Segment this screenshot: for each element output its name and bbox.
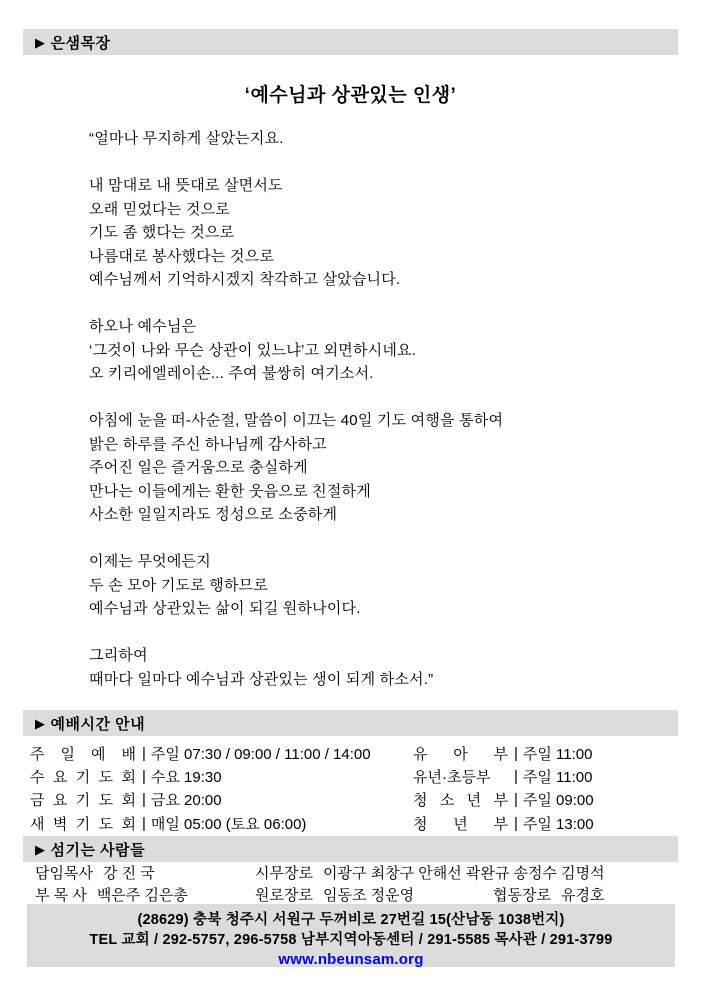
poem-line: 예수님께서 기억하시겠지 착각하고 살았습니다. bbox=[89, 271, 401, 288]
poem-stanza bbox=[89, 174, 661, 292]
people-entry bbox=[255, 884, 493, 905]
worship-schedule-right-column bbox=[413, 742, 693, 835]
people-role: 담임목사 bbox=[35, 864, 93, 882]
poem-stanza bbox=[89, 409, 661, 527]
schedule-row bbox=[30, 742, 410, 765]
poem-line: 내 맘대로 내 뜻대로 살면서도 bbox=[89, 177, 283, 194]
arrow-right-icon: ▶ bbox=[35, 715, 46, 731]
schedule-label: 청 년 부 bbox=[413, 815, 508, 833]
poem-line: 기도 좀 했다는 것으로 bbox=[89, 224, 235, 241]
section-header-eunsaem bbox=[23, 29, 678, 55]
poem-line: 아침에 눈을 떠-사순절, 말씀이 이끄는 40일 기도 여행을 통하여 bbox=[89, 412, 504, 429]
arrow-right-icon: ▶ bbox=[35, 841, 46, 857]
poem-stanza bbox=[89, 127, 661, 151]
sermon-poem bbox=[89, 127, 661, 691]
schedule-separator: | bbox=[142, 791, 146, 809]
people-names: 임동조 정운영 bbox=[322, 886, 415, 904]
arrow-right-icon: ▶ bbox=[35, 34, 46, 50]
poem-line: 밝은 하루를 주신 하나님께 감사하고 bbox=[89, 435, 327, 453]
people-entry bbox=[255, 862, 605, 883]
schedule-label: 금 요 기 도 회 bbox=[30, 792, 136, 810]
people-role: 부 목 사 bbox=[35, 886, 87, 904]
schedule-time: 주일 09:00 bbox=[522, 792, 594, 810]
sermon-title: ‘예수님과 상관있는 인생’ bbox=[244, 85, 457, 106]
poem-line: 만나는 이들에게는 환한 웃음으로 친절하게 bbox=[89, 482, 371, 500]
schedule-row bbox=[30, 765, 410, 788]
schedule-label: 수 요 기 도 회 bbox=[30, 769, 136, 787]
people-row bbox=[35, 861, 681, 883]
people-names: 백은주 김은총 bbox=[96, 886, 188, 904]
poem-line: 하오나 예수님은 bbox=[89, 318, 197, 335]
schedule-row bbox=[30, 788, 410, 811]
schedule-row bbox=[413, 812, 693, 835]
schedule-separator: | bbox=[514, 745, 518, 763]
worship-schedule-left-column bbox=[30, 742, 410, 835]
poem-line: “얼마나 무지하게 살았는지요. bbox=[89, 130, 284, 147]
poem-line: 사소한 일일지라도 정성으로 소중하게 bbox=[89, 506, 338, 523]
schedule-row bbox=[30, 812, 410, 835]
schedule-time: 주일 11:00 bbox=[522, 746, 593, 764]
section-header-worship-label: 예배시간 안내 bbox=[50, 715, 146, 733]
schedule-time: 수요 19:30 bbox=[150, 769, 222, 787]
poem-stanza bbox=[89, 550, 661, 621]
schedule-label: 유년·초등부 bbox=[413, 769, 491, 787]
people-row bbox=[35, 883, 681, 905]
footer-website-link[interactable]: www.nbeunsam.org bbox=[278, 951, 424, 968]
schedule-label: 주 일 예 배 bbox=[30, 746, 136, 764]
poem-line: 두 손 모아 기도로 행하므로 bbox=[89, 576, 269, 594]
section-header-people-label: 섬기는 사람들 bbox=[50, 841, 146, 859]
schedule-time: 금요 20:00 bbox=[150, 792, 222, 810]
poem-line: 이제는 무엇에든지 bbox=[89, 553, 211, 570]
people-entry bbox=[35, 884, 255, 905]
people-names: 유경호 bbox=[560, 886, 605, 904]
poem-line: 예수님과 상관있는 삶이 되길 원하나이다. bbox=[89, 600, 361, 617]
schedule-time: 주일 13:00 bbox=[522, 815, 594, 833]
people-role: 협동장로 bbox=[493, 886, 551, 904]
schedule-time: 주일 11:00 bbox=[522, 769, 593, 787]
schedule-separator: | bbox=[142, 745, 146, 763]
schedule-separator: | bbox=[514, 768, 518, 786]
poem-line: 그리하여 bbox=[89, 647, 148, 664]
schedule-row bbox=[413, 765, 693, 788]
section-header-worship-times bbox=[23, 710, 678, 736]
schedule-time: 매일 05:00 (토요 06:00) bbox=[150, 815, 307, 833]
schedule-separator: | bbox=[142, 814, 146, 832]
poem-line: 나름대로 봉사했다는 것으로 bbox=[89, 247, 275, 265]
schedule-row bbox=[413, 742, 693, 765]
people-names: 강 진 국 bbox=[102, 864, 155, 882]
schedule-time: 주일 07:30 / 09:00 / 11:00 / 14:00 bbox=[150, 746, 371, 764]
serving-people-list bbox=[35, 861, 681, 905]
footer-address: (28629) 충북 청주시 서원구 두꺼비로 27번길 15(산남동 1038번지) bbox=[137, 912, 565, 928]
section-header-serving-people bbox=[23, 836, 678, 862]
people-entry bbox=[35, 862, 255, 883]
people-role: 원로장로 bbox=[255, 886, 313, 904]
poem-line: ‘그것이 나와 무슨 상관이 있느냐’고 외면하시네요. bbox=[89, 341, 417, 359]
people-entry bbox=[493, 884, 604, 905]
section-header-eunsaem-label: 은샘목장 bbox=[50, 34, 111, 52]
people-names: 이광구 최창구 안해선 곽완규 송정수 김명석 bbox=[322, 864, 605, 882]
schedule-label: 유 아 부 bbox=[413, 746, 508, 764]
schedule-label: 청 소 년 부 bbox=[413, 792, 508, 810]
schedule-row bbox=[413, 788, 693, 811]
schedule-separator: | bbox=[514, 791, 518, 809]
poem-line: 오래 믿었다는 것으로 bbox=[89, 200, 230, 218]
poem-line: 때마다 일마다 예수님과 상관있는 생이 되게 하소서.” bbox=[89, 670, 434, 688]
footer bbox=[27, 904, 675, 967]
poem-stanza bbox=[89, 315, 661, 386]
people-role: 시무장로 bbox=[255, 864, 313, 882]
schedule-separator: | bbox=[514, 814, 518, 832]
schedule-separator: | bbox=[142, 768, 146, 786]
poem-line: 주어진 일은 즐거움으로 충실하게 bbox=[89, 459, 308, 476]
schedule-label: 새 벽 기 도 회 bbox=[30, 815, 136, 833]
poem-line: 오 키리에엘레이손... 주여 불쌍히 여기소서. bbox=[89, 365, 374, 382]
poem-stanza bbox=[89, 644, 661, 691]
footer-telephone: TEL 교회 / 292-5757, 296-5758 남부지역아동센터 / 291-5585 목사관 / 291-3799 bbox=[89, 932, 613, 948]
